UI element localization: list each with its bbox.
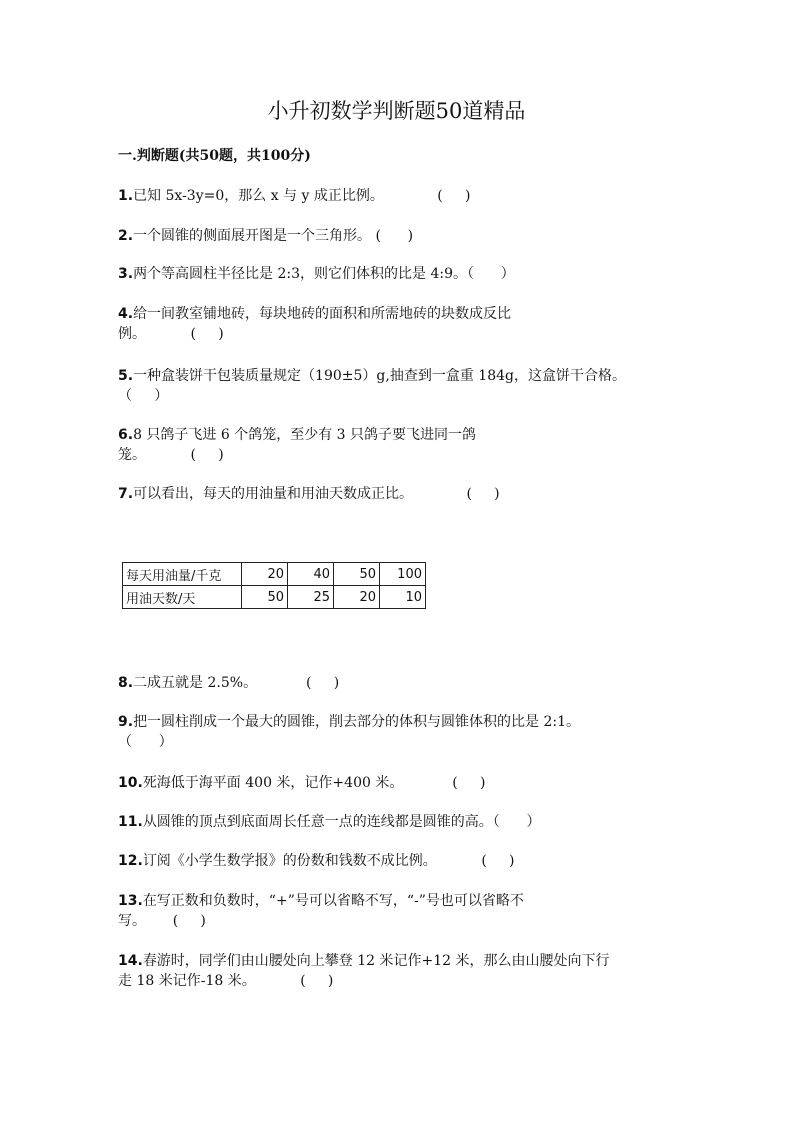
question-text: 两个等高圆柱半径比是 2:3，则它们体积的比是 4:9。（ ） — [133, 266, 515, 282]
question-text: 把一圆柱削成一个最大的圆锥，削去部分的体积与圆锥体积的比是 2:1。 — [133, 714, 581, 730]
question-9 — [118, 712, 688, 752]
table-cell: 10 — [380, 586, 426, 609]
question-text: 一个圆锥的侧面展开图是一个三角形。 ( ) — [133, 228, 414, 244]
question-12 — [118, 851, 688, 871]
page-title: 小升初数学判断题50道精品 — [267, 99, 526, 123]
table-row-header: 每天用油量/千克 — [123, 563, 242, 586]
question-text: 死海低于海平面 400 米，记作+400 米。 ( ) — [142, 775, 486, 791]
table-row — [123, 563, 426, 586]
question-14 — [118, 951, 688, 991]
question-5 — [118, 366, 688, 406]
question-1 — [118, 186, 688, 206]
question-10 — [118, 773, 688, 793]
question-text-continued: 笼。 ( ) — [118, 447, 224, 463]
table-cell: 20 — [334, 586, 380, 609]
question-text: 二成五就是 2.5%。 ( ) — [133, 675, 340, 691]
table-cell: 20 — [242, 563, 288, 586]
question-number: 5. — [118, 368, 134, 384]
table-row — [123, 586, 426, 609]
question-text: 从圆锥的顶点到底面周长任意一点的连线都是圆锥的高。（ ） — [142, 814, 541, 830]
question-number: 14. — [118, 953, 143, 969]
question-13 — [118, 891, 688, 931]
question-text-continued: 走 18 米记作-18 米。 ( ) — [118, 973, 334, 989]
question-6 — [118, 425, 688, 465]
section-heading: 一.判断题(共50题，共100分) — [118, 148, 311, 164]
question-text: 8 只鸽子飞进 6 个鸽笼，至少有 3 只鸽子要飞进同一鸽 — [133, 427, 477, 443]
question-8 — [118, 673, 688, 693]
question-text-continued: 例。 ( ) — [118, 326, 224, 342]
question-text: 一种盒装饼干包装质量规定（190±5）g,抽查到一盒重 184g，这盒饼干合格。 — [133, 368, 626, 384]
question-text: 可以看出，每天的用油量和用油天数成正比。 ( ) — [133, 486, 500, 502]
question-11 — [118, 812, 688, 832]
question-text: 在写正数和负数时，“+”号可以省略不写，“-”号也可以省略不 — [142, 893, 524, 909]
question-text: 已知 5x-3y=0，那么 x 与 y 成正比例。 ( ) — [133, 188, 471, 204]
question-number: 1. — [118, 188, 134, 204]
question-number: 7. — [118, 486, 134, 502]
question-text-continued: （ ） — [118, 388, 169, 404]
question-text: 给一间教室铺地砖，每块地砖的面积和所需地砖的块数成反比 — [133, 306, 512, 322]
question-number: 10. — [118, 775, 143, 791]
question-4 — [118, 304, 688, 344]
question-number: 8. — [118, 675, 134, 691]
question-text-continued: （ ） — [118, 734, 173, 750]
question-number: 2. — [118, 228, 134, 244]
question-number: 12. — [118, 853, 143, 869]
question-number: 13. — [118, 893, 143, 909]
question-text: 订阅《小学生数学报》的份数和钱数不成比例。 ( ) — [142, 853, 515, 869]
question-number: 11. — [118, 814, 143, 830]
table-cell: 50 — [242, 586, 288, 609]
table-cell: 100 — [380, 563, 426, 586]
table-cell: 40 — [288, 563, 334, 586]
question-number: 6. — [118, 427, 134, 443]
question-2 — [118, 226, 688, 246]
question-text: 春游时，同学们由山腰处向上攀登 12 米记作+12 米，那么由山腰处向下行 — [142, 953, 610, 969]
oil-usage-table — [122, 562, 426, 609]
question-7 — [118, 484, 688, 504]
question-number: 9. — [118, 714, 134, 730]
table-cell: 50 — [334, 563, 380, 586]
question-number: 3. — [118, 266, 134, 282]
table-row-header: 用油天数/天 — [123, 586, 242, 609]
question-3 — [118, 264, 688, 284]
question-text-continued: 写。 ( ) — [118, 913, 206, 929]
question-number: 4. — [118, 306, 134, 322]
table-cell: 25 — [288, 586, 334, 609]
